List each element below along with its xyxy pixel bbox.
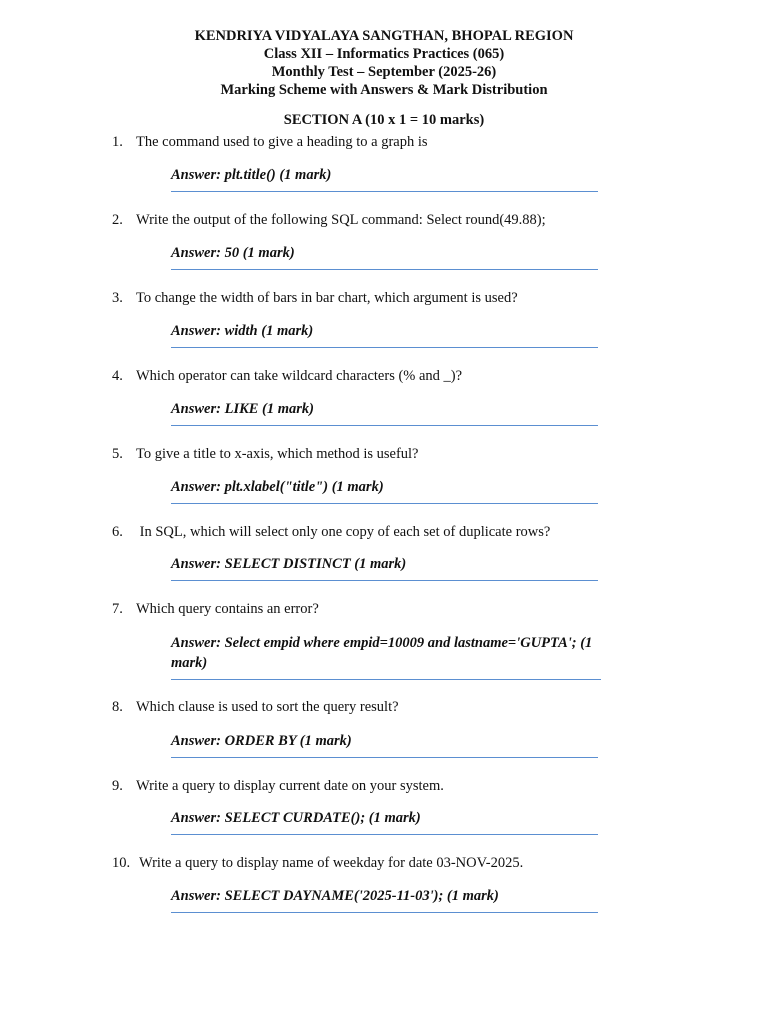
answer-2: Answer: 50 (1 mark) [171, 243, 598, 270]
answer-7: Answer: Select empid where empid=10009 and lastname='GUPTA'; (1 mark) [171, 633, 601, 680]
question-2 [112, 211, 672, 229]
question-text: Which clause is used to sort the query result? [136, 699, 399, 715]
question-7 [112, 600, 672, 618]
question-6 [112, 523, 672, 541]
answer-10: Answer: SELECT DAYNAME('2025-11-03'); (1 mark) [171, 886, 598, 913]
question-number: 5. [112, 446, 123, 462]
question-text: Write a query to display name of weekday for date 03-NOV-2025. [139, 855, 524, 871]
answer-1: Answer: plt.title() (1 mark) [171, 165, 598, 192]
answer-4: Answer: LIKE (1 mark) [171, 399, 598, 426]
question-4 [112, 367, 672, 385]
question-text: The command used to give a heading to a graph is [136, 134, 428, 150]
header-test: Monthly Test – September (2025-26) [271, 64, 497, 80]
question-text: Which query contains an error? [136, 601, 319, 617]
question-number: 8. [112, 699, 123, 715]
question-5 [112, 445, 672, 463]
header-scheme: Marking Scheme with Answers & Mark Distribution [220, 82, 548, 98]
question-text: To give a title to x-axis, which method is useful? [136, 446, 419, 462]
question-number: 10. [112, 855, 131, 871]
question-8 [112, 698, 672, 716]
question-number: 2. [112, 212, 123, 228]
question-text: In SQL, which will select only one copy of each set of duplicate rows? [136, 524, 551, 540]
header-org: KENDRIYA VIDYALAYA SANGTHAN, BHOPAL REGION [194, 28, 574, 44]
answer-5: Answer: plt.xlabel("title") (1 mark) [171, 477, 598, 504]
question-1 [112, 133, 672, 151]
question-number: 6. [112, 524, 123, 540]
question-number: 9. [112, 778, 123, 794]
question-text: Which operator can take wildcard characters (% and _)? [136, 368, 463, 384]
question-text: Write the output of the following SQL command: Select round(49.88); [136, 212, 546, 228]
answer-3: Answer: width (1 mark) [171, 321, 598, 348]
question-number: 4. [112, 368, 123, 384]
answer-8: Answer: ORDER BY (1 mark) [171, 731, 598, 758]
question-3 [112, 289, 672, 307]
question-number: 7. [112, 601, 123, 617]
answer-9: Answer: SELECT CURDATE(); (1 mark) [171, 808, 598, 835]
document-header [0, 27, 768, 99]
question-text: Write a query to display current date on your system. [136, 778, 444, 794]
question-number: 3. [112, 290, 123, 306]
section-title: SECTION A (10 x 1 = 10 marks) [283, 112, 485, 128]
question-10 [112, 854, 672, 872]
question-number: 1. [112, 134, 123, 150]
header-class: Class XII – Informatics Practices (065) [263, 46, 505, 62]
answer-6: Answer: SELECT DISTINCT (1 mark) [171, 554, 598, 581]
question-text: To change the width of bars in bar chart, which argument is used? [136, 290, 518, 306]
question-9 [112, 777, 672, 795]
